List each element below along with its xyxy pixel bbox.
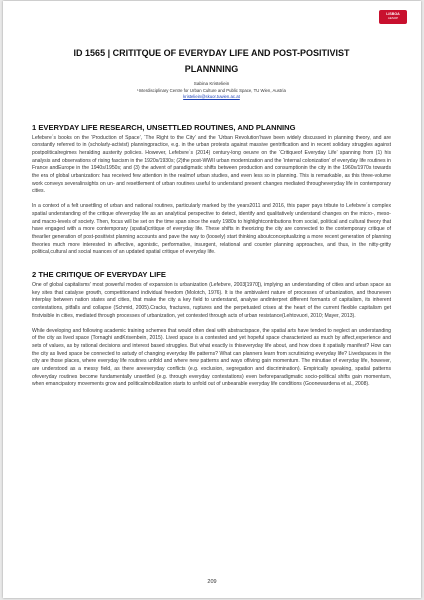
section-1-heading: 1 EVERYDAY LIFE RESEARCH, UNSETTLED ROUTINES, AND PLANNING xyxy=(32,122,296,132)
section-2-heading: 2 THE CRITIQUE OF EVERYDAY LIFE xyxy=(32,270,166,280)
paper-page xyxy=(3,1,421,598)
author-affiliation: ¹Interdisciplinary Centre for Urban Culture and Public Space, TU Wien, Austria xyxy=(137,87,286,93)
section-1-paragraph-2: In a context of a felt unsettling of urban and national routines, particularly marked by the years2011 and 2016, this paper pays tribute to Lefebvre´s complex spatial understanding of the critique ofeveryday life as an analytical perspective to detect, identify and qualitatively understand changes on the micro-, meso- and macro-levels of society. Then, focus will be set on the time span since the early 1980s to highlightcontributions from social, political and cultural theory that have engaged with a more contemporary (spatial)critique of everyday life. These shifts in theorizing the city are connected to the contemporary critique of thearlier generation of post-positivist planning accounts and pave the way to (loosely) start thinking aboutconceptualizing a more recent generation of planning theories much more interested in affective, agonistic, performative, insurgent, relational and counter planning approaches, and thus, in the nitty-gritty political,cultural and social nuances of an updated spatial critique of everyday life. xyxy=(32,203,391,256)
paper-title xyxy=(32,45,391,77)
paper-title-line-1: ID 1565 | CRITITQUE OF EVERYDAY LIFE AND POST-POSITIVIST xyxy=(73,48,350,58)
author-email-link[interactable]: kristeliein@skuor.tuwien.ac.at xyxy=(183,93,240,99)
logo-text-secondary: AESOP xyxy=(387,16,399,21)
page-number: 209 xyxy=(207,579,217,585)
paper-content xyxy=(32,45,391,389)
paper-title-line-2: PLANNNING xyxy=(184,64,239,74)
section-2-paragraph-1: One of global capitalisms' most powerful modes of expansion is urbanization (Lefebvre, 2003[1970]), implying an understanding of cities and urban space as key sites that catalyse growth, competitionand individual freedom (Molotch, 1976). It is the ambivalent nature of processes of urbanization, and thouneven interplay between nation states and cities, that make the city a key field to understand, analyse andinterpret different formants of capitalism, its inherent contestations, pitfalls and collapse (Schmid, 2005).Cracks, fractures, ruptures and the perpetuated crises at the heart of the current flexible capitalism get firstvisible in cities, mediated through processes of urbanization, yet contested through acts of urban resistance(Lehtovuori, 2010; Mayer, 2013). xyxy=(32,282,391,319)
section-1-paragraph-1: Lefebvre´s books on the ‘Production of Space’, ‘The Right to the City’ and the ‘Urban Revolution’have been widely discussed in planning theory, and are constantly referred to in (scholarly-activist) planningpractice, e.g. in the urban protests against massive gentrification and in recent solidary struggles against postpoliticalregimes heralding austerity policies. However, Lefebvre´s (2014) century-long oeuvre on the ‘Critiqueof Everyday Life’ spanning from (1) his analysis and observations of rising fascism in the 1920s/1930s; (2)the post-WWII urban modernization and the ‘internal colonization’ of everyday life routines in France andEurope in the 1940s/1950s; and (3) the advent of paradigmatic shifts between production and consumptionin the city in the 1960s/1970s towards the era of global urbanization: has received few attention in the realmof urban studies, and even less so in planning. This is remarkable, as this three-volume work conveys severalinsights on un- and resettlement of urban routines useful to understand present changes mediated througheveryday life in contemporary cities. xyxy=(32,134,391,195)
author-name: Sabina Kristeliein xyxy=(193,81,230,86)
conference-logo xyxy=(379,10,407,24)
section-2-paragraph-2: While developing and following academic training schemes that would often deal with abstractspace, the spatial arts have tended to neglect an understanding of the city as lived space (Tornaghi andKrisenbein, 2015). Lived space is a contested and yet hopeful space characterized as much by affect,experience and sets of values, as by rational decisions and interest based struggles. But what exactly is thiseveryday life about, and how does it spatially manifest? How can the city as lived space be connected to astudy of changing everyday life patterns? What can planners learn from scrutinizing everyday life? Livedspaces in the city are those places, where everyday life routines unfold and where new patterns and ways ofliving gain momentum. The minutiae of everyday life, however, are understood as a messy field, as there areeveryday conflicts (e.g. exclusion, segregation and discrimination). Empirically speaking, spatial patterns ofeveryday routines become fundamentally unsettled (e.g. through everyday contestations) even beforeparadigmatic socio-political shifts gain momentum, when emancipatory movements grow and politicalmobilization starts to unfold out of unbearable everyday life conditions (Goonewardena et al., 2008). xyxy=(32,327,391,388)
logo-text-primary: LISBOA xyxy=(386,12,400,16)
